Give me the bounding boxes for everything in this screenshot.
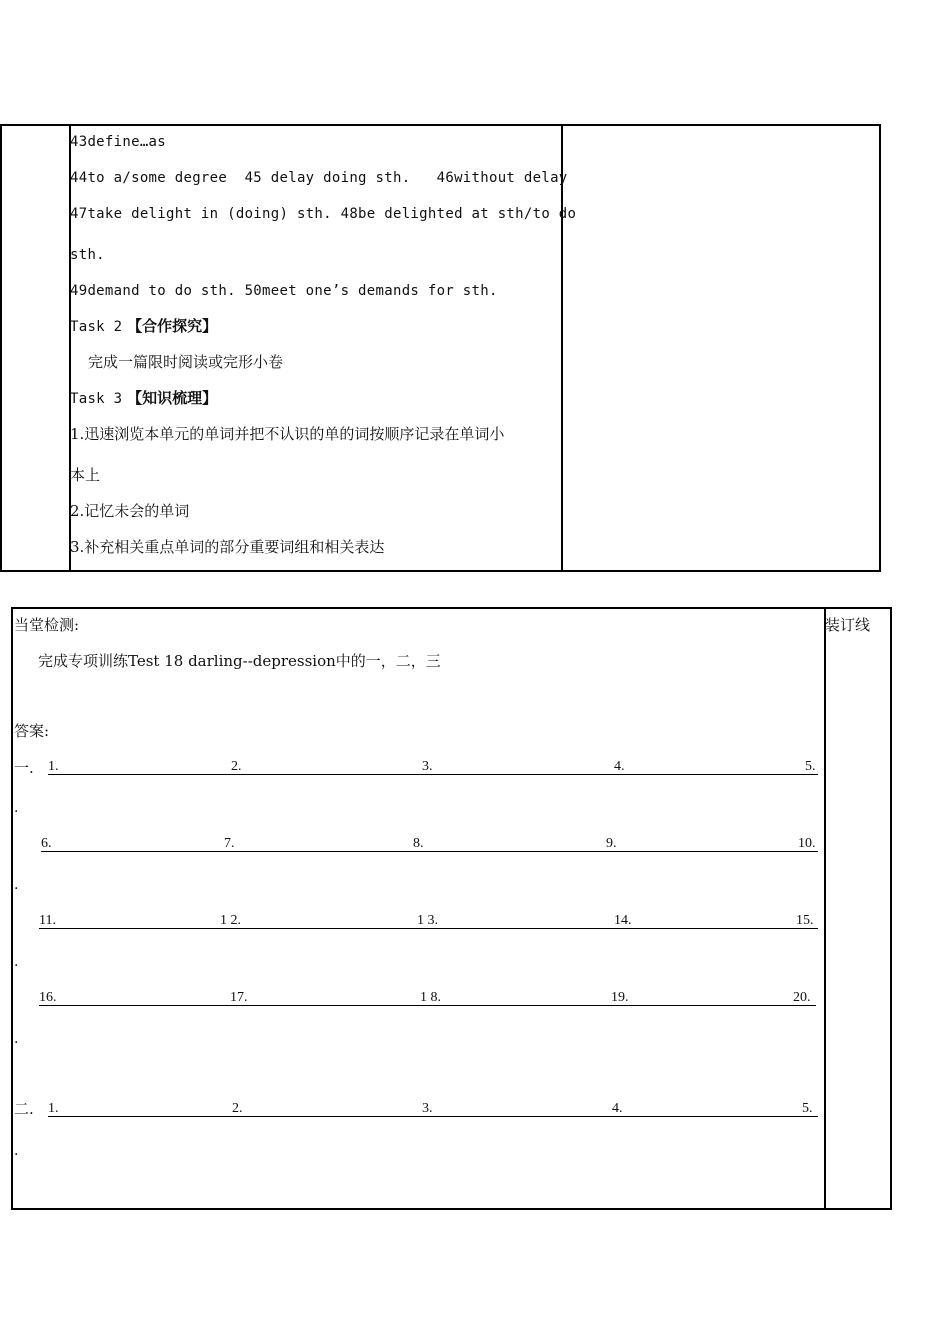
row-end-mark: . — [14, 877, 19, 893]
test-instruction: 完成专项训练Test 18 darling--depression中的一，二，三 — [38, 652, 441, 670]
task3-item-3: 3.补充相关重点单词的部分重要词组和相关表达 — [70, 538, 385, 556]
answer-blank: 20. — [793, 990, 811, 1005]
column-divider-right — [561, 126, 563, 570]
answer-blank: 5. — [805, 759, 816, 774]
answer-blank: 2. — [231, 759, 242, 774]
answer-blank: 14. — [614, 913, 632, 928]
answer-blank: 11. — [39, 913, 56, 928]
task2-text: 完成一篇限时阅读或完形小卷 — [88, 353, 284, 371]
answer-blank: 16. — [39, 990, 57, 1005]
answer-blank: 19. — [611, 990, 629, 1005]
answer-blank: 9. — [606, 836, 617, 851]
phrase-line-2: 44to a/some degree 45 delay doing sth. 46without delay — [70, 170, 568, 186]
row-end-mark: . — [14, 1031, 19, 1047]
answer-blank: 3. — [422, 759, 433, 774]
section-2-marker: 二. — [14, 1100, 34, 1118]
answer-blank: 1 8. — [420, 990, 441, 1005]
answer-blank: 5. — [802, 1101, 813, 1116]
answer-blank: 1 3. — [417, 913, 438, 928]
answer-label: 答案: — [14, 722, 50, 740]
task3-title: 【知识梳理】 — [127, 389, 218, 407]
row-end-mark: . — [14, 800, 19, 816]
task3-item-2: 2.记忆未会的单词 — [70, 502, 190, 520]
task2-heading — [70, 316, 217, 337]
task3-item-1a: 1.迅速浏览本单元的单词并把不认识的单的词按顺序记录在单词小 — [70, 425, 505, 443]
binding-line-label: 装订线 — [825, 616, 871, 634]
test-table — [11, 607, 892, 1210]
phrase-line-4: sth. — [70, 247, 105, 263]
phrase-line-1: 43define…as — [70, 134, 167, 150]
task2-prefix: Task 2 — [70, 319, 123, 335]
row-end-mark: . — [14, 954, 19, 970]
phrase-line-5: 49demand to do sth. 50meet one’s demands for sth. — [70, 283, 498, 299]
row-end-mark: . — [14, 1143, 19, 1159]
task3-heading — [70, 388, 217, 409]
answer-blank: 4. — [612, 1101, 623, 1116]
answer-blank: 17. — [230, 990, 248, 1005]
task3-item-1b: 本上 — [70, 466, 101, 484]
task2-title: 【合作探究】 — [127, 317, 218, 335]
answer-blank: 15. — [796, 913, 814, 928]
section-1-marker: 一. — [14, 759, 34, 777]
task3-prefix: Task 3 — [70, 391, 123, 407]
test-heading: 当堂检测: — [14, 616, 80, 634]
answer-blank: 1. — [48, 759, 59, 774]
answer-row-1 — [48, 774, 818, 775]
answer-blank: 3. — [422, 1101, 433, 1116]
answer-blank: 4. — [614, 759, 625, 774]
phrase-line-3: 47take delight in (doing) sth. 48be delighted at sth/to do — [70, 206, 577, 222]
answer-blank: 1 2. — [220, 913, 241, 928]
answer-blank: 6. — [41, 836, 52, 851]
binding-divider — [824, 609, 826, 1208]
answer-row-5 — [48, 1116, 818, 1117]
answer-blank: 7. — [224, 836, 235, 851]
answer-blank: 10. — [798, 836, 816, 851]
answer-blank: 8. — [413, 836, 424, 851]
answer-row-2 — [41, 851, 818, 852]
answer-blank: 1. — [48, 1101, 59, 1116]
answer-blank: 2. — [232, 1101, 243, 1116]
